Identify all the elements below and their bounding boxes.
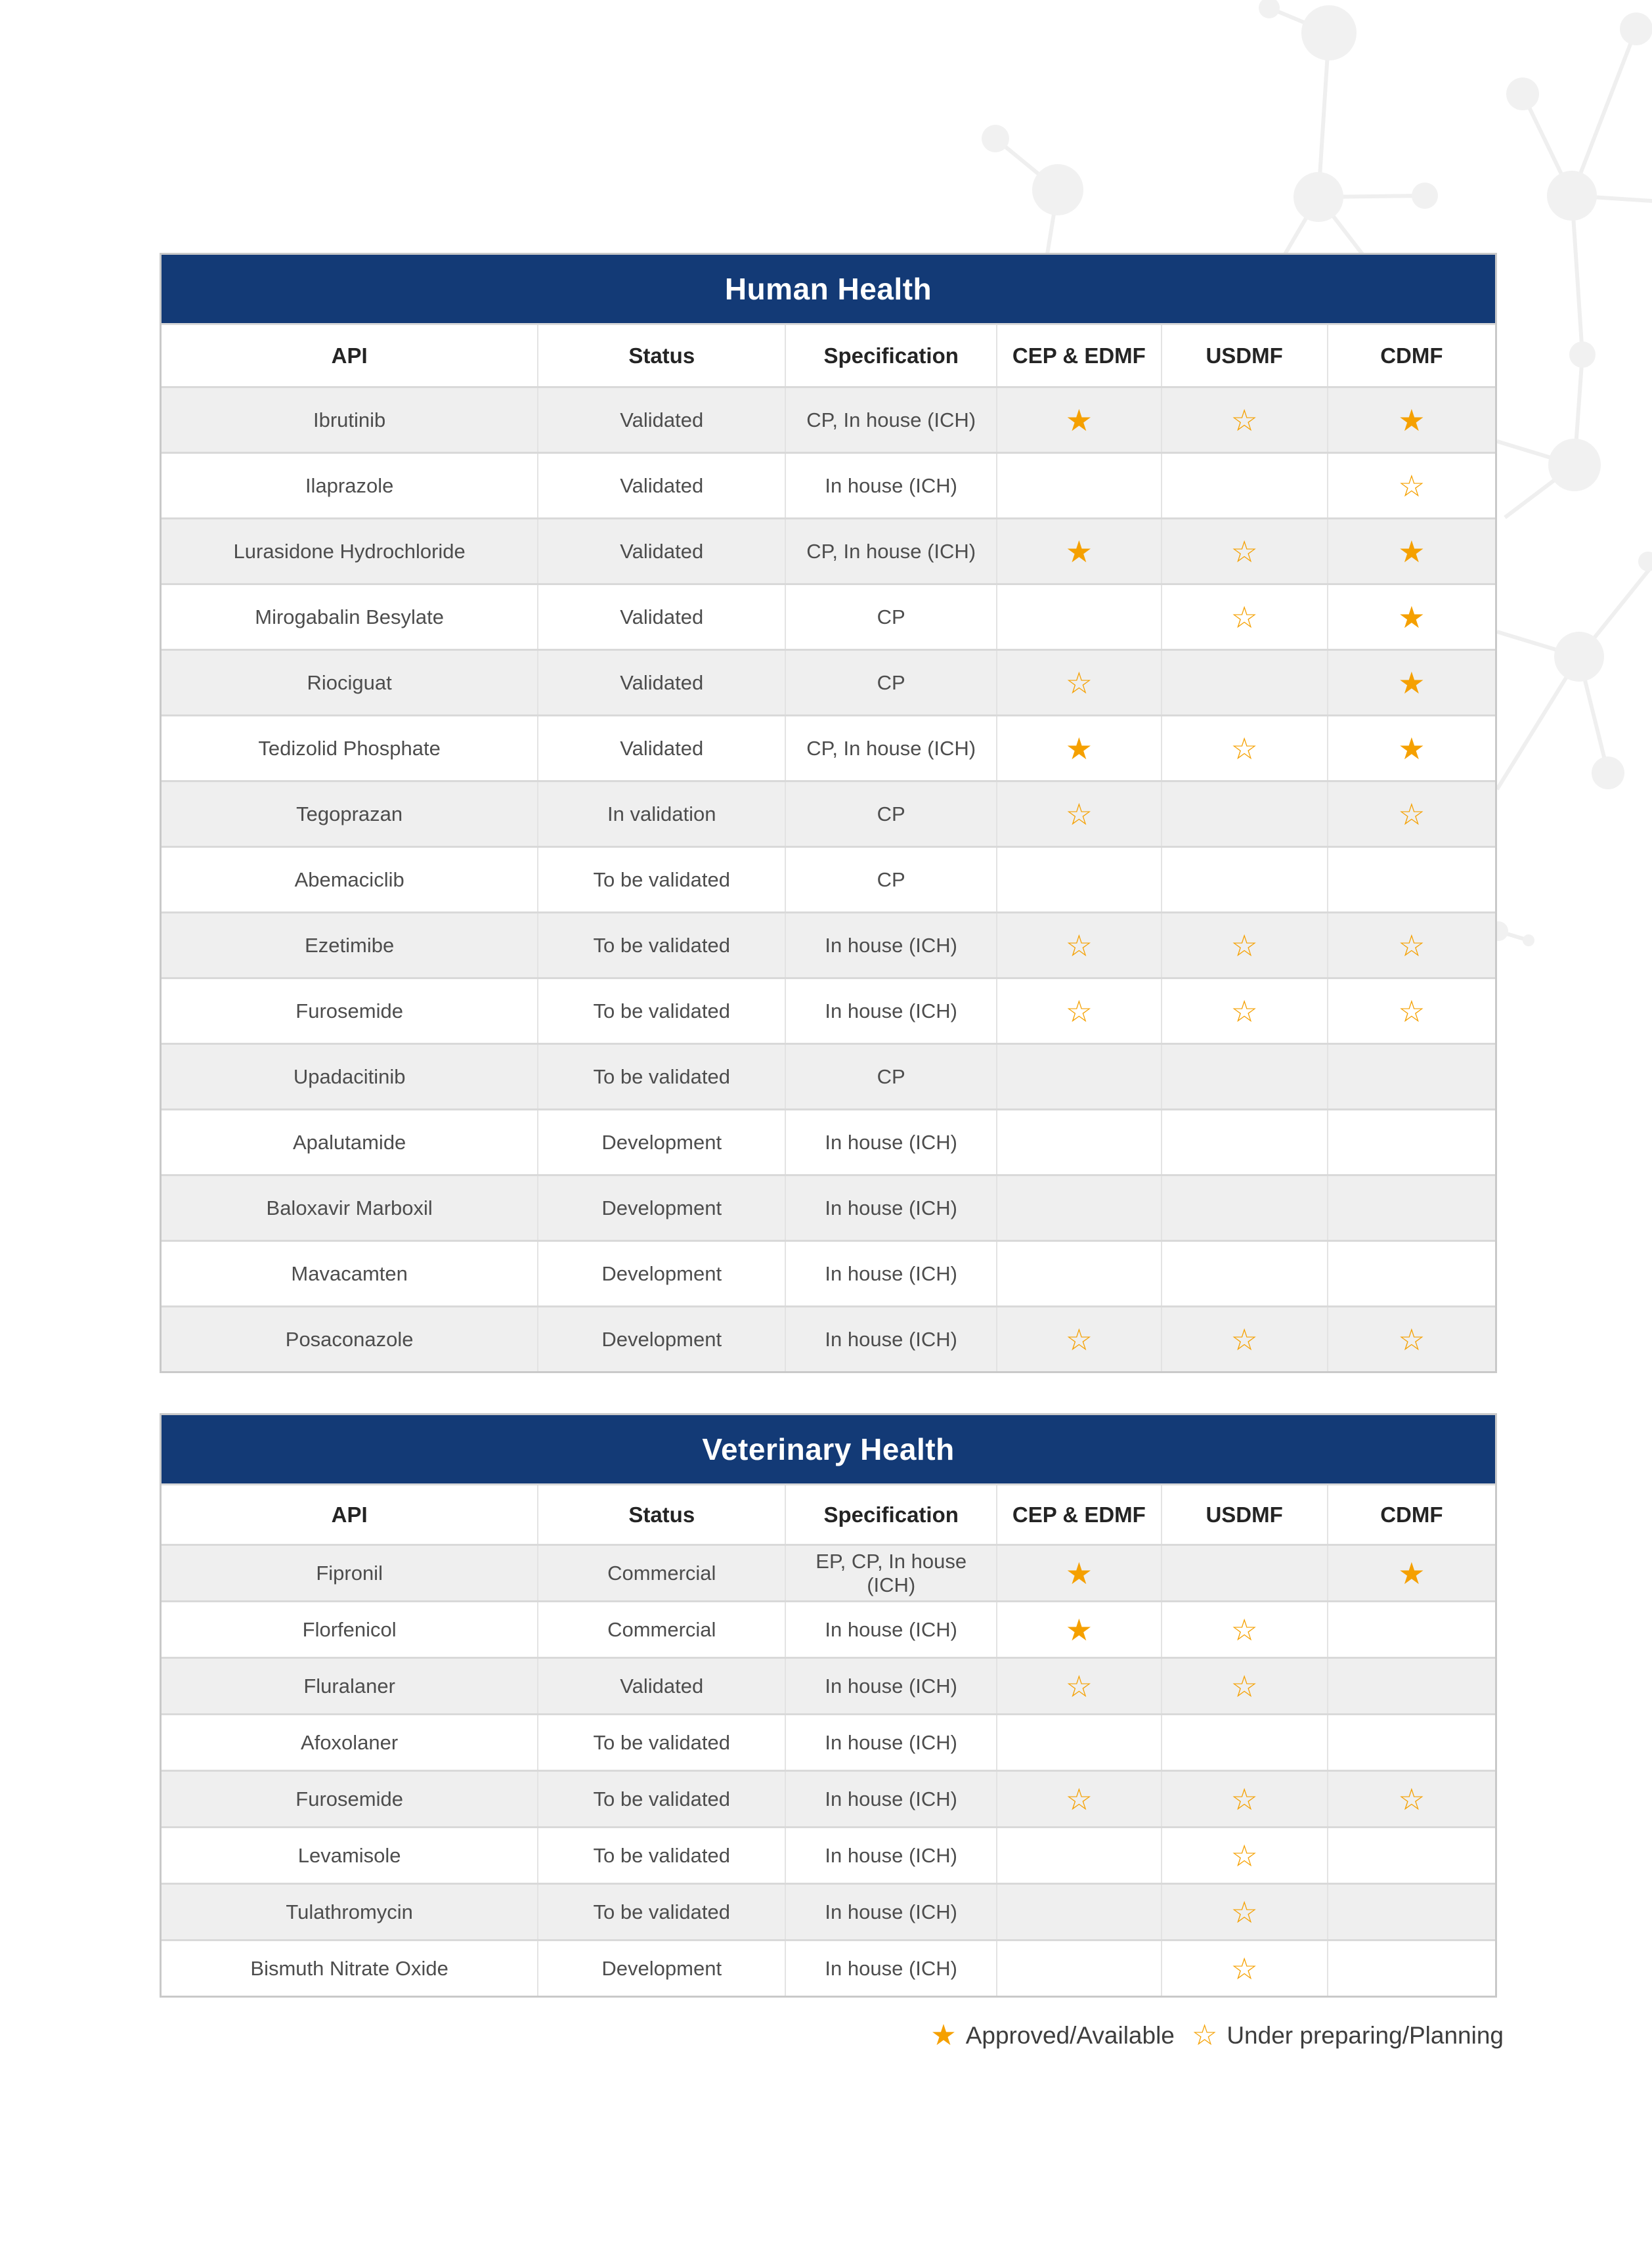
api-cell: Posaconazole (285, 1327, 414, 1351)
column-header-status: Status (537, 325, 785, 386)
column-header-specification: Specification (785, 1485, 996, 1544)
cdmf-cell (1327, 782, 1495, 846)
status-cell: Commercial (537, 1602, 785, 1657)
star-outline-icon: ☆ (1398, 927, 1425, 963)
usdmf-cell (1161, 454, 1327, 517)
status-cell: To be validated (537, 1772, 785, 1826)
column-header-cdmf: CDMF (1327, 325, 1495, 386)
cep-edmf-cell (996, 1307, 1160, 1371)
star-outline-icon: ☆ (1230, 730, 1258, 766)
usdmf-cell (1161, 1546, 1327, 1600)
api-cell: Tedizolid Phosphate (258, 736, 441, 760)
specification-cell: CP (785, 585, 996, 649)
cep-edmf-cell (996, 1885, 1160, 1939)
cep-edmf-cell (996, 1045, 1160, 1108)
usdmf-cell (1161, 585, 1327, 649)
star-filled-icon: ★ (1398, 730, 1425, 766)
legend-planning-label: Under preparing/Planning (1227, 2022, 1504, 2049)
specification-cell: In house (ICH) (785, 1772, 996, 1826)
star-filled-icon: ★ (1398, 533, 1425, 569)
cdmf-cell (1327, 1885, 1495, 1939)
column-header-row (162, 323, 1495, 386)
cep-edmf-cell (996, 519, 1160, 583)
specification-cell: In house (ICH) (785, 1941, 996, 1996)
usdmf-cell (1161, 1772, 1327, 1826)
status-cell: Development (537, 1242, 785, 1305)
table-row (162, 1657, 1495, 1713)
star-outline-icon: ☆ (1398, 1781, 1425, 1817)
column-header-specification: Specification (785, 325, 996, 386)
column-header-api: API (331, 1502, 368, 1527)
api-cell: Afoxolaner (301, 1730, 399, 1754)
status-cell: Validated (537, 1659, 785, 1713)
usdmf-cell (1161, 1885, 1327, 1939)
table-row (162, 452, 1495, 517)
star-filled-icon: ★ (1065, 533, 1093, 569)
specification-cell: In house (ICH) (785, 1176, 996, 1240)
star-outline-icon: ☆ (1230, 1321, 1258, 1357)
status-cell: To be validated (537, 979, 785, 1043)
specification-cell: CP, In house (ICH) (785, 388, 996, 452)
status-cell: Development (537, 1176, 785, 1240)
star-filled-icon: ★ (1398, 402, 1425, 438)
status-cell: Commercial (537, 1546, 785, 1600)
status-cell: Validated (537, 519, 785, 583)
status-cell: Validated (537, 388, 785, 452)
cep-edmf-cell (996, 1602, 1160, 1657)
star-outline-icon: ☆ (1065, 993, 1093, 1029)
usdmf-cell (1161, 1307, 1327, 1371)
cep-edmf-cell (996, 454, 1160, 517)
table-row (162, 1713, 1495, 1770)
specification-cell: In house (ICH) (785, 1110, 996, 1174)
column-header-cep-edmf: CEP & EDMF (996, 1485, 1160, 1544)
star-filled-icon: ★ (1398, 1555, 1425, 1591)
api-cell: Ibrutinib (313, 408, 386, 431)
star-outline-icon: ☆ (1230, 1894, 1258, 1930)
usdmf-cell (1161, 913, 1327, 977)
cep-edmf-cell (996, 1176, 1160, 1240)
column-header-cdmf: CDMF (1327, 1485, 1495, 1544)
star-outline-icon: ☆ (1398, 468, 1425, 504)
cep-edmf-cell (996, 1941, 1160, 1996)
status-cell: Development (537, 1941, 785, 1996)
status-cell: Development (537, 1307, 785, 1371)
star-outline-icon: ☆ (1230, 1611, 1258, 1648)
star-outline-icon: ☆ (1398, 993, 1425, 1029)
legend-approved-label: Approved/Available (965, 2022, 1175, 2049)
specification-cell: In house (ICH) (785, 454, 996, 517)
specification-cell: In house (ICH) (785, 1659, 996, 1713)
table-title: Human Health (162, 255, 1495, 323)
table-row (162, 1770, 1495, 1826)
table-row (162, 1240, 1495, 1305)
status-cell: To be validated (537, 1828, 785, 1883)
cdmf-cell (1327, 913, 1495, 977)
cdmf-cell (1327, 519, 1495, 583)
usdmf-cell (1161, 1602, 1327, 1657)
star-outline-icon: ☆ (1065, 796, 1093, 832)
table-row (162, 780, 1495, 846)
usdmf-cell (1161, 1941, 1327, 1996)
star-filled-icon: ★ (1398, 665, 1425, 701)
specification-cell: In house (ICH) (785, 913, 996, 977)
legend (930, 2021, 1504, 2050)
specification-cell: In house (ICH) (785, 1885, 996, 1939)
cep-edmf-cell (996, 782, 1160, 846)
star-outline-icon: ☆ (1191, 2019, 1218, 2052)
table-row (162, 846, 1495, 911)
cdmf-cell (1327, 1602, 1495, 1657)
cdmf-cell (1327, 1772, 1495, 1826)
api-cell: Apalutamide (292, 1130, 406, 1154)
cdmf-cell (1327, 1828, 1495, 1883)
star-filled-icon: ★ (1065, 1555, 1093, 1591)
specification-cell: CP (785, 782, 996, 846)
table-row (162, 1174, 1495, 1240)
api-cell: Riociguat (307, 670, 392, 694)
api-cell: Ilaprazole (305, 473, 394, 497)
cdmf-cell (1327, 1715, 1495, 1770)
usdmf-cell (1161, 1715, 1327, 1770)
cdmf-cell (1327, 1941, 1495, 1996)
api-cell: Ezetimibe (305, 933, 395, 957)
specification-cell: CP, In house (ICH) (785, 716, 996, 780)
star-outline-icon: ☆ (1230, 599, 1258, 635)
star-outline-icon: ☆ (1065, 1321, 1093, 1357)
usdmf-cell (1161, 782, 1327, 846)
api-cell: Upadacitinib (293, 1064, 406, 1088)
api-cell: Tulathromycin (286, 1900, 413, 1923)
api-cell: Abemaciclib (294, 867, 404, 891)
cdmf-cell (1327, 585, 1495, 649)
status-cell: Development (537, 1110, 785, 1174)
api-cell: Mavacamten (291, 1261, 408, 1285)
usdmf-cell (1161, 388, 1327, 452)
cep-edmf-cell (996, 651, 1160, 714)
star-outline-icon: ☆ (1230, 927, 1258, 963)
cdmf-cell (1327, 848, 1495, 911)
usdmf-cell (1161, 1045, 1327, 1108)
cdmf-cell (1327, 1659, 1495, 1713)
table-row (162, 1883, 1495, 1939)
usdmf-cell (1161, 1659, 1327, 1713)
cdmf-cell (1327, 979, 1495, 1043)
star-outline-icon: ☆ (1230, 402, 1258, 438)
api-cell: Furosemide (295, 999, 403, 1022)
api-cell: Tegoprazan (296, 802, 403, 825)
usdmf-cell (1161, 519, 1327, 583)
cdmf-cell (1327, 716, 1495, 780)
cep-edmf-cell (996, 585, 1160, 649)
table-row (162, 1108, 1495, 1174)
usdmf-cell (1161, 716, 1327, 780)
status-cell: Validated (537, 716, 785, 780)
cdmf-cell (1327, 1110, 1495, 1174)
column-header-api: API (331, 343, 368, 368)
star-filled-icon: ★ (1065, 730, 1093, 766)
table-veterinary-health (160, 1413, 1497, 1998)
cep-edmf-cell (996, 388, 1160, 452)
star-outline-icon: ☆ (1230, 1781, 1258, 1817)
star-outline-icon: ☆ (1230, 1837, 1258, 1874)
table-row (162, 583, 1495, 649)
status-cell: Validated (537, 585, 785, 649)
star-filled-icon: ★ (930, 2019, 957, 2052)
usdmf-cell (1161, 979, 1327, 1043)
cdmf-cell (1327, 1045, 1495, 1108)
status-cell: To be validated (537, 1715, 785, 1770)
api-cell: Furosemide (295, 1787, 403, 1810)
cdmf-cell (1327, 388, 1495, 452)
table-row (162, 911, 1495, 977)
cdmf-cell (1327, 1546, 1495, 1600)
api-cell: Bismuth Nitrate Oxide (250, 1956, 448, 1980)
cep-edmf-cell (996, 1242, 1160, 1305)
cdmf-cell (1327, 651, 1495, 714)
api-cell: Fipronil (316, 1561, 383, 1585)
cep-edmf-cell (996, 848, 1160, 911)
status-cell: In validation (537, 782, 785, 846)
usdmf-cell (1161, 1242, 1327, 1305)
star-outline-icon: ☆ (1065, 1668, 1093, 1704)
table-row (162, 1305, 1495, 1371)
status-cell: Validated (537, 651, 785, 714)
usdmf-cell (1161, 1828, 1327, 1883)
usdmf-cell (1161, 848, 1327, 911)
column-header-usdmf: USDMF (1161, 325, 1327, 386)
column-header-row (162, 1483, 1495, 1544)
cep-edmf-cell (996, 979, 1160, 1043)
star-outline-icon: ☆ (1230, 1668, 1258, 1704)
table-title: Veterinary Health (162, 1415, 1495, 1483)
column-header-cep-edmf: CEP & EDMF (996, 325, 1160, 386)
specification-cell: In house (ICH) (785, 1307, 996, 1371)
star-outline-icon: ☆ (1065, 927, 1093, 963)
cdmf-cell (1327, 1242, 1495, 1305)
status-cell: To be validated (537, 848, 785, 911)
usdmf-cell (1161, 1110, 1327, 1174)
table-row (162, 1826, 1495, 1883)
star-filled-icon: ★ (1065, 402, 1093, 438)
star-outline-icon: ☆ (1398, 796, 1425, 832)
specification-cell: CP, In house (ICH) (785, 519, 996, 583)
cep-edmf-cell (996, 716, 1160, 780)
star-outline-icon: ☆ (1230, 1950, 1258, 1986)
api-cell: Fluralaner (303, 1674, 395, 1698)
specification-cell: EP, CP, In house (ICH) (785, 1546, 996, 1600)
cdmf-cell (1327, 1307, 1495, 1371)
table-row (162, 1043, 1495, 1108)
table-row (162, 649, 1495, 714)
api-cell: Levamisole (297, 1843, 401, 1867)
specification-cell: In house (ICH) (785, 1602, 996, 1657)
usdmf-cell (1161, 1176, 1327, 1240)
star-outline-icon: ☆ (1230, 993, 1258, 1029)
status-cell: To be validated (537, 1885, 785, 1939)
specification-cell: CP (785, 651, 996, 714)
status-cell: To be validated (537, 1045, 785, 1108)
star-filled-icon: ★ (1065, 1611, 1093, 1648)
column-header-usdmf: USDMF (1161, 1485, 1327, 1544)
specification-cell: In house (ICH) (785, 1715, 996, 1770)
cep-edmf-cell (996, 1546, 1160, 1600)
table-row (162, 977, 1495, 1043)
cdmf-cell (1327, 454, 1495, 517)
cep-edmf-cell (996, 1772, 1160, 1826)
specification-cell: In house (ICH) (785, 1828, 996, 1883)
star-outline-icon: ☆ (1065, 665, 1093, 701)
cep-edmf-cell (996, 1659, 1160, 1713)
cdmf-cell (1327, 1176, 1495, 1240)
specification-cell: CP (785, 848, 996, 911)
api-cell: Baloxavir Marboxil (266, 1196, 433, 1219)
specification-cell: CP (785, 1045, 996, 1108)
column-header-status: Status (537, 1485, 785, 1544)
table-row (162, 1939, 1495, 1996)
specification-cell: In house (ICH) (785, 1242, 996, 1305)
usdmf-cell (1161, 651, 1327, 714)
api-cell: Mirogabalin Besylate (255, 605, 445, 628)
table-row (162, 517, 1495, 583)
table-row (162, 1600, 1495, 1657)
table-human-health (160, 253, 1497, 1373)
star-filled-icon: ★ (1398, 599, 1425, 635)
api-cell: Lurasidone Hydrochloride (233, 539, 466, 563)
specification-cell: In house (ICH) (785, 979, 996, 1043)
table-row (162, 1544, 1495, 1600)
star-outline-icon: ☆ (1230, 533, 1258, 569)
status-cell: To be validated (537, 913, 785, 977)
table-row (162, 386, 1495, 452)
cep-edmf-cell (996, 913, 1160, 977)
star-outline-icon: ☆ (1398, 1321, 1425, 1357)
table-row (162, 714, 1495, 780)
cep-edmf-cell (996, 1828, 1160, 1883)
cep-edmf-cell (996, 1110, 1160, 1174)
status-cell: Validated (537, 454, 785, 517)
star-outline-icon: ☆ (1065, 1781, 1093, 1817)
cep-edmf-cell (996, 1715, 1160, 1770)
api-cell: Florfenicol (302, 1617, 397, 1641)
